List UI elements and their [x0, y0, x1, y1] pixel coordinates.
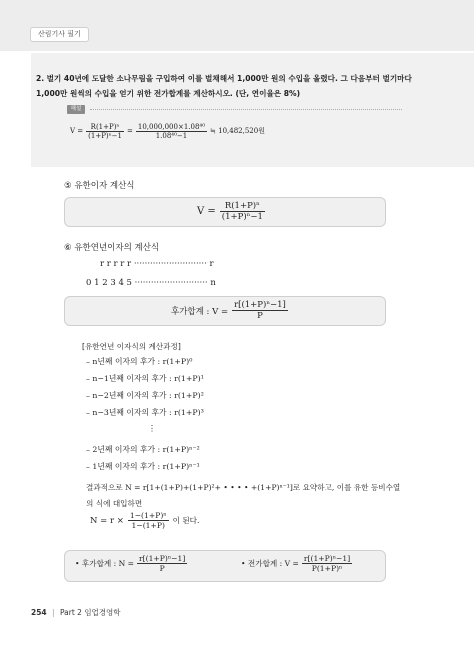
summary-present-value: • 전가합계 : V = $\frac{\text{r[(1+P)ⁿ−1]}}{\text{P(1+P)ⁿ}}$ — [241, 554, 351, 573]
solution-fraction-1: $\frac{\text{R(1+P)ⁿ}}{\text{(1+P)ⁿ−1}}$ — [88, 122, 122, 140]
chapter-tag: 산림기사 필기 — [30, 27, 89, 42]
process-step: – n−3년째 이자의 후가 : r(1+P)³ — [86, 408, 204, 417]
process-step: – n−1년째 이자의 후가 : r(1+P)¹ — [86, 374, 204, 383]
process-summary-line-2: 의 식에 대입하면 — [86, 499, 143, 508]
process-title: [유한연년 이자식의 계산과정] — [82, 342, 181, 351]
summary-future-value: • 후가합계 : N = $\frac{\text{r[(1+P)ⁿ−1]}}{P}$ — [75, 554, 186, 573]
process-step: – 2년째 이자의 후가 : r(1+P)ⁿ⁻² — [86, 445, 200, 454]
footer-divider: | — [52, 608, 55, 617]
process-step: – n−2년째 이자의 후가 : r(1+P)² — [86, 391, 204, 400]
n-formula: N = r × $\frac{\text{1−(1+P)ⁿ}}{1-(1+P)}$ 이 된다. — [90, 511, 200, 530]
section6-formula-box — [64, 296, 386, 326]
process-step: – n년째 이자의 후가 : r(1+P)⁰ — [86, 357, 193, 366]
process-summary-line-1: 결과적으로 N = r[1+(1+P)+(1+P)²+ • • • • +(1+P)ⁿ⁻¹]로 요약하고, 이를 유한 등비수열 — [86, 483, 401, 492]
process-step: – 1년째 이자의 후가 : r(1+P)ⁿ⁻¹ — [86, 462, 200, 471]
solution-fraction-2: $\frac{\text{10,000,000×1.08⁴⁰}}{\text{1.08⁴⁰−1}}$ — [137, 122, 206, 140]
solution-lhs: V = — [70, 127, 84, 135]
summary-formula-box — [64, 550, 386, 582]
page-number: 254 — [31, 608, 47, 617]
footer-part: Part 2 임업경영학 — [59, 608, 121, 617]
section6-formula: 후가합계 : V = $\frac{\text{r[(1+P)ⁿ−1]}}{P}$ — [171, 300, 286, 321]
section6-title: ⑥ 유한연년이자의 계산식 — [64, 243, 160, 253]
page-header-band — [0, 0, 474, 51]
section5-formula: V = $\frac{\text{R(1+P)ⁿ}}{\text{(1+P)ⁿ−1}}$ — [197, 201, 263, 222]
solution-result: ≒ 10,482,520원 — [210, 127, 265, 135]
process-step-ellipsis: ⋮ — [148, 424, 156, 433]
solution-badge: 해설 — [67, 105, 85, 114]
question-text — [36, 71, 416, 101]
timeline-years: 0 1 2 3 4 5 ··························· n — [86, 278, 216, 288]
process-steps — [86, 356, 204, 478]
question-body: 벌기 40년에 도달한 소나무림을 구입하여 이를 벌채해서 1,000만 원의 수입을 올렸다. 그 다음부터 벌기마다 1,000만 원씩의 수입을 얻기 위한 전가합계를 계산하시오. (단, 연이율은 8%) — [36, 74, 412, 98]
question-number: 2. — [36, 74, 45, 83]
timeline-payments: r r r r r ··························· r — [100, 259, 214, 269]
solution-formula: V = $\frac{\text{R(1+P)ⁿ}}{\text{(1+P)ⁿ−1}}$ = $\frac{\text{10,000,000×1.08⁴⁰}}{\text{1.08⁴⁰−1}}$ ≒ 10,482,520원 — [70, 122, 265, 140]
page-footer — [31, 607, 121, 618]
solution-divider — [90, 109, 402, 110]
section5-title: ⑤ 유한이자 계산식 — [64, 181, 135, 191]
section5-formula-box — [64, 197, 386, 227]
